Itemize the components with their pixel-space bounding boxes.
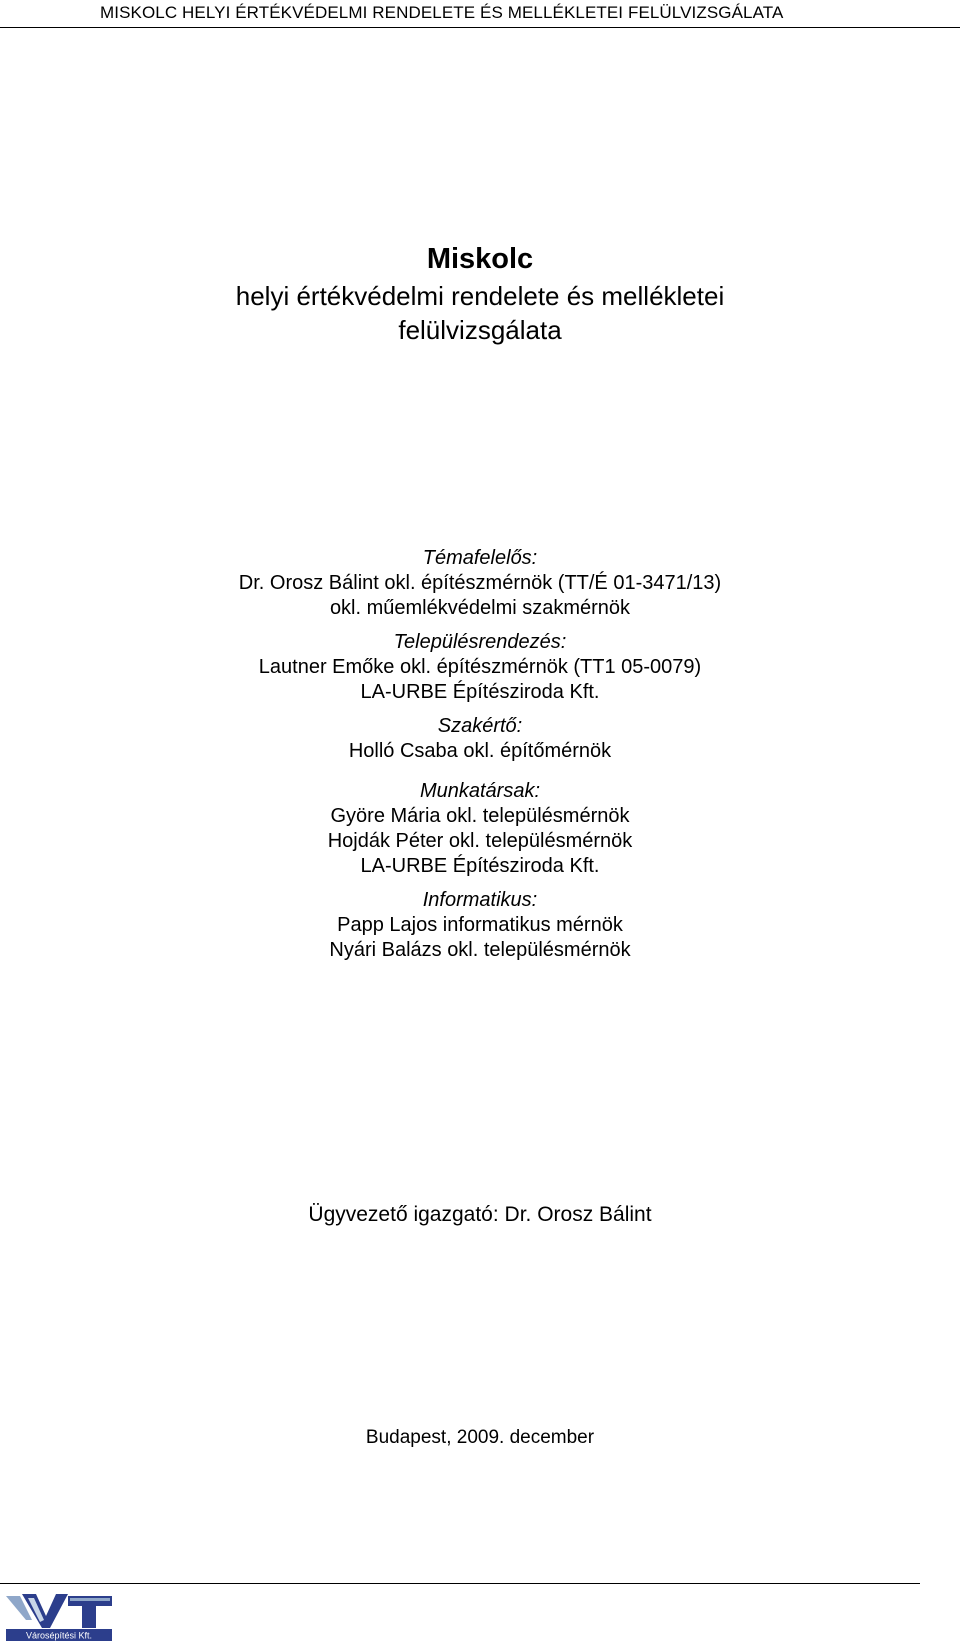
footer-divider — [0, 1583, 920, 1584]
credit-group-szakerto — [0, 714, 960, 764]
credit-role: Szakértő: — [437, 715, 523, 737]
credit-group-informatikus — [0, 888, 960, 963]
credit-role: Témafelelős: — [422, 547, 538, 569]
document-subtitle-line-1: helyi értékvédelmi rendelete és mellékletei — [235, 281, 725, 311]
managing-director-line: Ügyvezető igazgató: Dr. Orosz Bálint — [308, 1203, 652, 1226]
logo-t-highlight — [70, 1598, 110, 1601]
credit-group-telepulesrendezes — [0, 630, 960, 705]
credit-line: Nyári Balázs okl. településmérnök — [329, 939, 631, 961]
credit-line: Györe Mária okl. településmérnök — [330, 805, 630, 827]
credit-line: Papp Lajos informatikus mérnök — [337, 914, 623, 936]
document-subtitle-line-2: felülvizsgálata — [398, 315, 562, 345]
credit-group-temafelelos — [0, 546, 960, 621]
credit-role: Településrendezés: — [393, 631, 567, 653]
place-and-date: Budapest, 2009. december — [365, 1427, 595, 1448]
credit-line: Holló Csaba okl. építőmérnök — [348, 740, 612, 762]
credit-line: Dr. Orosz Bálint okl. építészmérnök (TT/É 01-3471/13) — [238, 572, 722, 594]
credit-role: Informatikus: — [422, 889, 538, 911]
credit-line: LA-URBE Építésziroda Kft. — [360, 855, 600, 877]
header-divider — [0, 27, 960, 28]
credit-role: Munkatársak: — [419, 780, 541, 802]
credit-line: Lautner Emőke okl. építészmérnök (TT1 05-0079) — [258, 656, 702, 678]
credit-group-munkatarsak — [0, 779, 960, 879]
running-header: MISKOLC HELYI ÉRTÉKVÉDELMI RENDELETE ÉS MELLÉKLETEI FELÜLVIZSGÁLATA — [100, 3, 784, 22]
credit-line: Hojdák Péter okl. településmérnök — [327, 830, 633, 852]
document-title: Miskolc — [426, 243, 534, 275]
credits-block — [0, 546, 960, 972]
logo-t-stem — [82, 1606, 96, 1628]
credit-line: LA-URBE Építésziroda Kft. — [360, 681, 600, 703]
company-logo — [6, 1588, 112, 1642]
logo-text: Városépítési Kft. — [25, 1630, 93, 1641]
credit-line: okl. műemlékvédelmi szakmérnök — [329, 597, 631, 619]
